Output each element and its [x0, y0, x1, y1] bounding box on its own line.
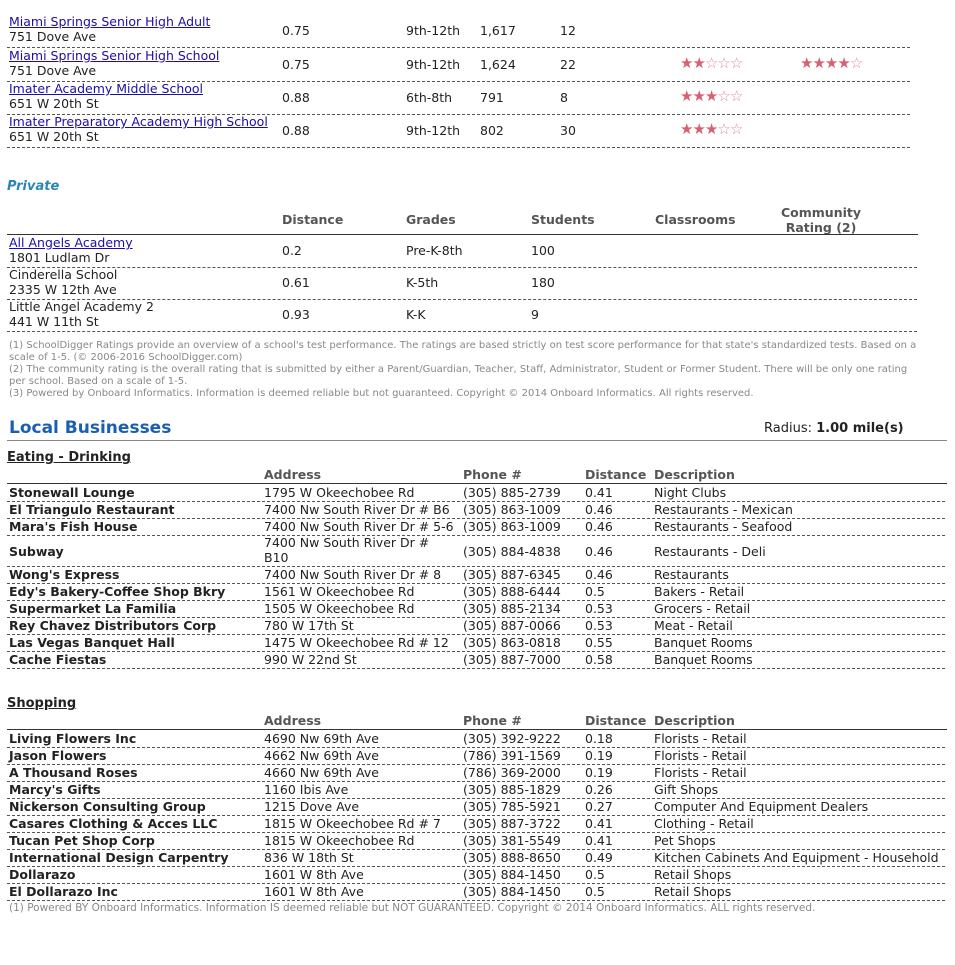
- school-ratio: 12: [560, 23, 576, 38]
- star-rating: [680, 56, 742, 71]
- local-businesses-title: Local Businesses: [9, 418, 172, 438]
- col-students: Students: [531, 212, 595, 227]
- eating-col-distance: Distance: [585, 467, 647, 482]
- business-name: Las Vegas Banquet Hall: [9, 635, 175, 650]
- school-ratio: 22: [560, 57, 576, 72]
- business-description: Florists - Retail: [654, 765, 747, 780]
- business-phone: (305) 885-1829: [463, 782, 561, 797]
- business-distance: 0.41: [585, 485, 613, 500]
- private-school-row: [7, 267, 917, 300]
- business-row: [7, 566, 945, 584]
- business-phone: (305) 885-2134: [463, 601, 561, 616]
- business-phone: (305) 884-1450: [463, 867, 561, 882]
- star-filled-icon: ★: [692, 120, 705, 138]
- star-filled-icon: ★: [812, 54, 825, 72]
- business-distance: 0.46: [585, 544, 613, 559]
- private-school-row: [7, 235, 917, 268]
- business-distance: 0.5: [585, 584, 605, 599]
- business-phone: (305) 884-1450: [463, 884, 561, 899]
- shopping-col-description: Description: [654, 713, 735, 728]
- school-name: Little Angel Academy 2: [9, 299, 154, 314]
- star-filled-icon: ★: [692, 87, 705, 105]
- school-distance: 0.2: [282, 243, 302, 258]
- school-row: [7, 114, 910, 148]
- business-name: El Dollarazo Inc: [9, 884, 118, 899]
- star-empty-icon: ☆: [717, 87, 730, 105]
- col-distance: Distance: [282, 212, 344, 227]
- school-name-link[interactable]: Miami Springs Senior High School: [9, 48, 220, 63]
- business-address: 7400 Nw South River Dr # 8: [264, 567, 442, 582]
- business-description: Meat - Retail: [654, 618, 733, 633]
- col-community-rating: [781, 205, 861, 235]
- school-grades: Pre-K-8th: [406, 243, 463, 258]
- radius-label: Radius:: [764, 421, 812, 436]
- school-distance: 0.61: [282, 275, 310, 290]
- business-name: Nickerson Consulting Group: [9, 799, 206, 814]
- business-name: Dollarazo: [9, 867, 76, 882]
- business-row: [7, 883, 945, 901]
- business-name: Cache Fiestas: [9, 652, 107, 667]
- business-description: Banquet Rooms: [654, 635, 753, 650]
- business-row: [7, 730, 945, 748]
- radius-value: 1.00 mile(s): [816, 421, 904, 436]
- business-name: Subway: [9, 544, 64, 559]
- business-distance: 0.46: [585, 567, 613, 582]
- business-address: [264, 535, 429, 565]
- star-filled-icon: ★: [704, 87, 718, 105]
- business-row: [7, 747, 945, 765]
- star-rating: [800, 56, 862, 71]
- footnote-3: (3) Powered by Onboard Informatics. Information is deemed reliable but not guaranteed. Copyright © 2014 Onboard Informatics. All rights reserved.: [9, 388, 754, 399]
- business-row: [7, 651, 945, 669]
- business-description: Florists - Retail: [654, 731, 747, 746]
- business-phone: (305) 888-6444: [463, 584, 561, 599]
- business-address: 4662 Nw 69th Ave: [264, 748, 379, 763]
- eating-col-description: Description: [654, 467, 735, 482]
- business-name: International Design Carpentry: [9, 850, 229, 865]
- business-address: 1795 W Okeechobee Rd: [264, 485, 415, 500]
- school-row: [7, 81, 910, 115]
- business-row: [7, 798, 945, 816]
- business-row: [7, 583, 945, 601]
- business-address: 7400 Nw South River Dr # 5-6: [264, 519, 454, 534]
- business-distance: 0.19: [585, 748, 613, 763]
- business-address: 1160 Ibis Ave: [264, 782, 349, 797]
- business-name: Stonewall Lounge: [9, 485, 135, 500]
- business-distance: 0.5: [585, 867, 605, 882]
- business-row: [7, 832, 945, 850]
- business-description: Computer And Equipment Dealers: [654, 799, 869, 814]
- footnote-1: (1) SchoolDigger Ratings provide an overview of a school's test performance. The ratings are based strictly on test score performance for that state's standardized tests. Based on a scale of 1-5. (© 2006-2016 SchoolDigger.com): [9, 340, 917, 363]
- school-address: 751 Dove Ave: [9, 29, 97, 44]
- business-distance: 0.41: [585, 816, 613, 831]
- col-grades: Grades: [406, 212, 456, 227]
- star-filled-icon: ★: [692, 54, 705, 72]
- business-description: Restaurants: [654, 567, 729, 582]
- eating-col-phone: Phone #: [463, 467, 522, 482]
- business-name: Edy's Bakery-Coffee Shop Bkry: [9, 584, 226, 599]
- school-distance: 0.88: [282, 90, 310, 105]
- school-students: 100: [531, 243, 555, 258]
- business-address-line1: 7400 Nw South River Dr #: [264, 535, 430, 550]
- star-filled-icon: ★: [824, 54, 838, 72]
- school-grades: 9th-12th: [406, 57, 461, 72]
- business-description: Clothing - Retail: [654, 816, 754, 831]
- shopping-col-phone: Phone #: [463, 713, 522, 728]
- business-distance: 0.53: [585, 618, 613, 633]
- business-row: [7, 518, 945, 536]
- school-grades: 6th-8th: [406, 90, 453, 105]
- business-row: [7, 634, 945, 652]
- business-distance: 0.26: [585, 782, 613, 797]
- star-filled-icon: ★: [680, 87, 693, 105]
- star-empty-icon: ☆: [717, 54, 730, 72]
- business-row: [7, 600, 945, 618]
- eating-category-title: Eating - Drinking: [7, 450, 131, 465]
- business-distance: 0.58: [585, 652, 613, 667]
- private-section-title: Private: [7, 179, 60, 194]
- business-name: Wong's Express: [9, 567, 120, 582]
- school-students: 1,617: [480, 23, 516, 38]
- business-distance: 0.49: [585, 850, 613, 865]
- business-name: Casares Clothing & Acces LLC: [9, 816, 218, 831]
- star-empty-icon: ☆: [849, 54, 863, 72]
- school-ratio: 30: [560, 123, 576, 138]
- business-description: Retail Shops: [654, 867, 732, 882]
- businesses-footnote: (1) Powered BY Onboard Informatics. Information IS deemed reliable but NOT GUARANTEED. Copyright © 2014 Onboard Informatics. ALL rights reserved.: [9, 902, 816, 914]
- col-community-line2: Rating (2): [785, 220, 857, 235]
- shopping-col-address: Address: [264, 713, 322, 728]
- school-row: [7, 14, 910, 48]
- business-phone: (305) 887-3722: [463, 816, 561, 831]
- school-distance: 0.75: [282, 57, 310, 72]
- private-school-row: [7, 299, 917, 332]
- school-address: 751 Dove Ave: [9, 63, 97, 78]
- business-address-line2: B10: [264, 550, 289, 565]
- eating-col-address: Address: [264, 467, 322, 482]
- business-address: 780 W 17th St: [264, 618, 354, 633]
- school-grades: K-5th: [406, 275, 439, 290]
- business-address: 1215 Dove Ave: [264, 799, 360, 814]
- business-description: Kitchen Cabinets And Equipment - Household: [654, 850, 939, 865]
- business-address: 990 W 22nd St: [264, 652, 357, 667]
- business-address: 1505 W Okeechobee Rd: [264, 601, 415, 616]
- business-phone: (305) 887-6345: [463, 567, 561, 582]
- col-classrooms: Classrooms: [655, 212, 736, 227]
- radius-display: [764, 421, 904, 436]
- private-footnotes: [9, 340, 919, 400]
- business-address: 1561 W Okeechobee Rd: [264, 584, 415, 599]
- star-filled-icon: ★: [704, 120, 718, 138]
- business-row: [7, 535, 945, 567]
- business-address: 4690 Nw 69th Ave: [264, 731, 379, 746]
- business-address: 7400 Nw South River Dr # B6: [264, 502, 450, 517]
- business-description: Pet Shops: [654, 833, 716, 848]
- business-distance: 0.46: [585, 519, 613, 534]
- school-grades: 9th-12th: [406, 123, 461, 138]
- business-name: El Triangulo Restaurant: [9, 502, 175, 517]
- business-description: Banquet Rooms: [654, 652, 753, 667]
- business-description: Restaurants - Mexican: [654, 502, 793, 517]
- business-address: 1815 W Okeechobee Rd # 7: [264, 816, 441, 831]
- business-row: [7, 815, 945, 833]
- star-empty-icon: ☆: [729, 87, 743, 105]
- business-description: Restaurants - Seafood: [654, 519, 793, 534]
- business-phone: (305) 863-1009: [463, 519, 561, 534]
- local-businesses-rule: [7, 440, 947, 441]
- business-name: Living Flowers Inc: [9, 731, 137, 746]
- star-empty-icon: ☆: [704, 54, 718, 72]
- business-name: Supermarket La Familia: [9, 601, 177, 616]
- business-description: Florists - Retail: [654, 748, 747, 763]
- business-description: Gift Shops: [654, 782, 719, 797]
- business-phone: (305) 381-5549: [463, 833, 561, 848]
- star-empty-icon: ☆: [729, 120, 743, 138]
- business-address: 1601 W 8th Ave: [264, 884, 364, 899]
- school-grades: K-K: [406, 307, 426, 322]
- school-distance: 0.88: [282, 123, 310, 138]
- business-phone: (305) 392-9222: [463, 731, 561, 746]
- school-name: Cinderella School: [9, 267, 118, 282]
- business-phone: (305) 888-8650: [463, 850, 561, 865]
- business-phone: (305) 785-5921: [463, 799, 561, 814]
- school-name-link[interactable]: Imater Preparatory Academy High School: [9, 114, 268, 129]
- business-phone: (305) 887-0066: [463, 618, 561, 633]
- business-address: 836 W 18th St: [264, 850, 354, 865]
- business-phone: (786) 391-1569: [463, 748, 561, 763]
- school-address: 2335 W 12th Ave: [9, 282, 117, 297]
- school-distance: 0.75: [282, 23, 310, 38]
- star-filled-icon: ★: [680, 54, 693, 72]
- business-phone: (305) 863-1009: [463, 502, 561, 517]
- school-students: 180: [531, 275, 555, 290]
- business-name: Mara's Fish House: [9, 519, 138, 534]
- business-description: Retail Shops: [654, 884, 732, 899]
- school-students: 9: [531, 307, 539, 322]
- business-row: [7, 866, 945, 884]
- business-name: Tucan Pet Shop Corp: [9, 833, 155, 848]
- col-community-line1: Community: [781, 205, 862, 220]
- business-address: 4660 Nw 69th Ave: [264, 765, 379, 780]
- school-address: 1801 Ludlam Dr: [9, 250, 110, 265]
- school-address: 441 W 11th St: [9, 314, 99, 329]
- school-name-link[interactable]: Imater Academy Middle School: [9, 81, 204, 96]
- school-row: [7, 48, 910, 82]
- business-row: [7, 764, 945, 782]
- business-row: [7, 617, 945, 635]
- business-name: Jason Flowers: [9, 748, 107, 763]
- star-rating: [680, 122, 742, 137]
- business-row: [7, 484, 945, 502]
- business-distance: 0.19: [585, 765, 613, 780]
- business-phone: (786) 369-2000: [463, 765, 561, 780]
- business-row: [7, 501, 945, 519]
- school-name-link[interactable]: All Angels Academy: [9, 235, 133, 250]
- business-name: Rey Chavez Distributors Corp: [9, 618, 217, 633]
- school-students: 791: [480, 90, 504, 105]
- business-phone: (305) 887-7000: [463, 652, 561, 667]
- business-distance: 0.53: [585, 601, 613, 616]
- star-filled-icon: ★: [837, 54, 850, 72]
- business-distance: 0.55: [585, 635, 613, 650]
- business-distance: 0.5: [585, 884, 605, 899]
- business-distance: 0.41: [585, 833, 613, 848]
- business-phone: (305) 885-2739: [463, 485, 561, 500]
- shopping-category-title: Shopping: [7, 696, 77, 711]
- business-distance: 0.27: [585, 799, 613, 814]
- star-empty-icon: ☆: [729, 54, 743, 72]
- business-phone: (305) 863-0818: [463, 635, 561, 650]
- business-address: 1815 W Okeechobee Rd: [264, 833, 415, 848]
- star-rating: [680, 89, 742, 104]
- business-address: 1601 W 8th Ave: [264, 867, 364, 882]
- school-name-link[interactable]: Miami Springs Senior High Adult: [9, 14, 211, 29]
- business-description: Restaurants - Deli: [654, 544, 766, 559]
- school-grades: 9th-12th: [406, 23, 461, 38]
- school-address: 651 W 20th St: [9, 129, 99, 144]
- school-address: 651 W 20th St: [9, 96, 99, 111]
- business-name: Marcy's Gifts: [9, 782, 101, 797]
- footnote-2: (2) The community rating is the overall rating that is submitted by either a Parent/Guardian, Teacher, Staff, Administrator, Student or Former Student. There will be only one rating per school. Based on a scale of 1-5.: [9, 364, 908, 387]
- business-description: Bakers - Retail: [654, 584, 745, 599]
- business-row: [7, 781, 945, 799]
- business-description: Grocers - Retail: [654, 601, 751, 616]
- star-filled-icon: ★: [800, 54, 813, 72]
- business-description: Night Clubs: [654, 485, 727, 500]
- business-address: 1475 W Okeechobee Rd # 12: [264, 635, 449, 650]
- business-name: A Thousand Roses: [9, 765, 138, 780]
- star-empty-icon: ☆: [717, 120, 730, 138]
- school-students: 1,624: [480, 57, 516, 72]
- school-distance: 0.93: [282, 307, 310, 322]
- business-phone: (305) 884-4838: [463, 544, 561, 559]
- business-distance: 0.18: [585, 731, 613, 746]
- shopping-col-distance: Distance: [585, 713, 647, 728]
- business-distance: 0.46: [585, 502, 613, 517]
- star-filled-icon: ★: [680, 120, 693, 138]
- business-row: [7, 849, 945, 867]
- school-ratio: 8: [560, 90, 568, 105]
- school-students: 802: [480, 123, 504, 138]
